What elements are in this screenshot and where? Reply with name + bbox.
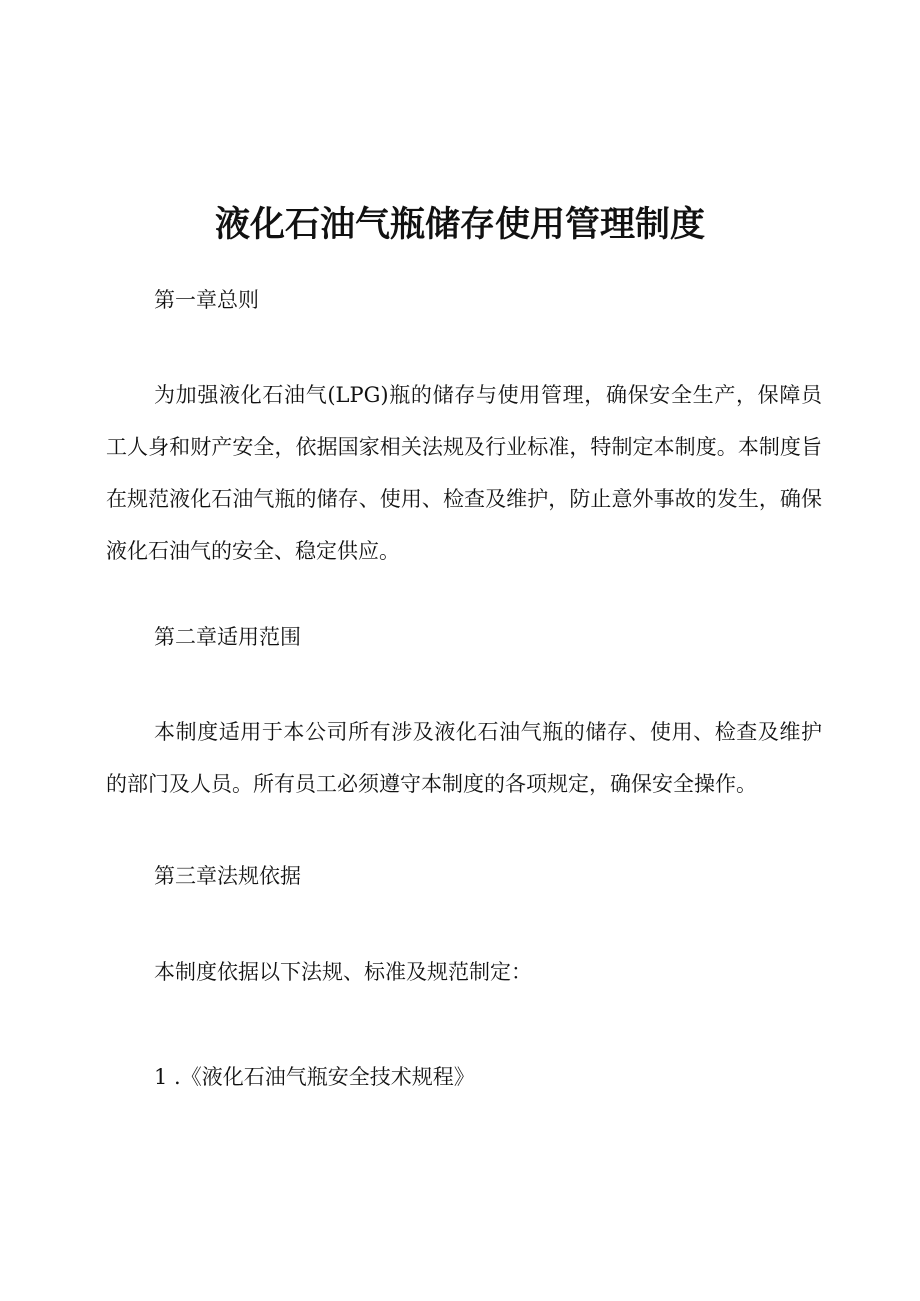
chapter-2-heading: 第二章适用范围 <box>154 625 301 649</box>
chapter-1-heading: 第一章总则 <box>154 288 259 312</box>
chapter-3-heading: 第三章法规依据 <box>154 864 301 888</box>
chapter-1-paragraph: 为加强液化石油气(LPG)瓶的储存与使用管理，确保安全生产，保障员工人身和财产安全，依据国家相关法规及行业标准，特制定本制度。本制度旨在规范液化石油气瓶的储存、使用、检查及维护，防止意外事故的发生，确保液化石油气的安全、稳定供应。 <box>106 383 822 563</box>
chapter-2-paragraph: 本制度适用于本公司所有涉及液化石油气瓶的储存、使用、检查及维护的部门及人员。所有员工必须遵守本制度的各项规定，确保安全操作。 <box>106 720 822 796</box>
document-title: 液化石油气瓶储存使用管理制度 <box>214 205 705 246</box>
chapter-3-paragraph: 本制度依据以下法规、标准及规范制定： <box>154 960 532 984</box>
regulation-list-item: 1 .《液化石油气瓶安全技术规程》 <box>154 1065 475 1089</box>
